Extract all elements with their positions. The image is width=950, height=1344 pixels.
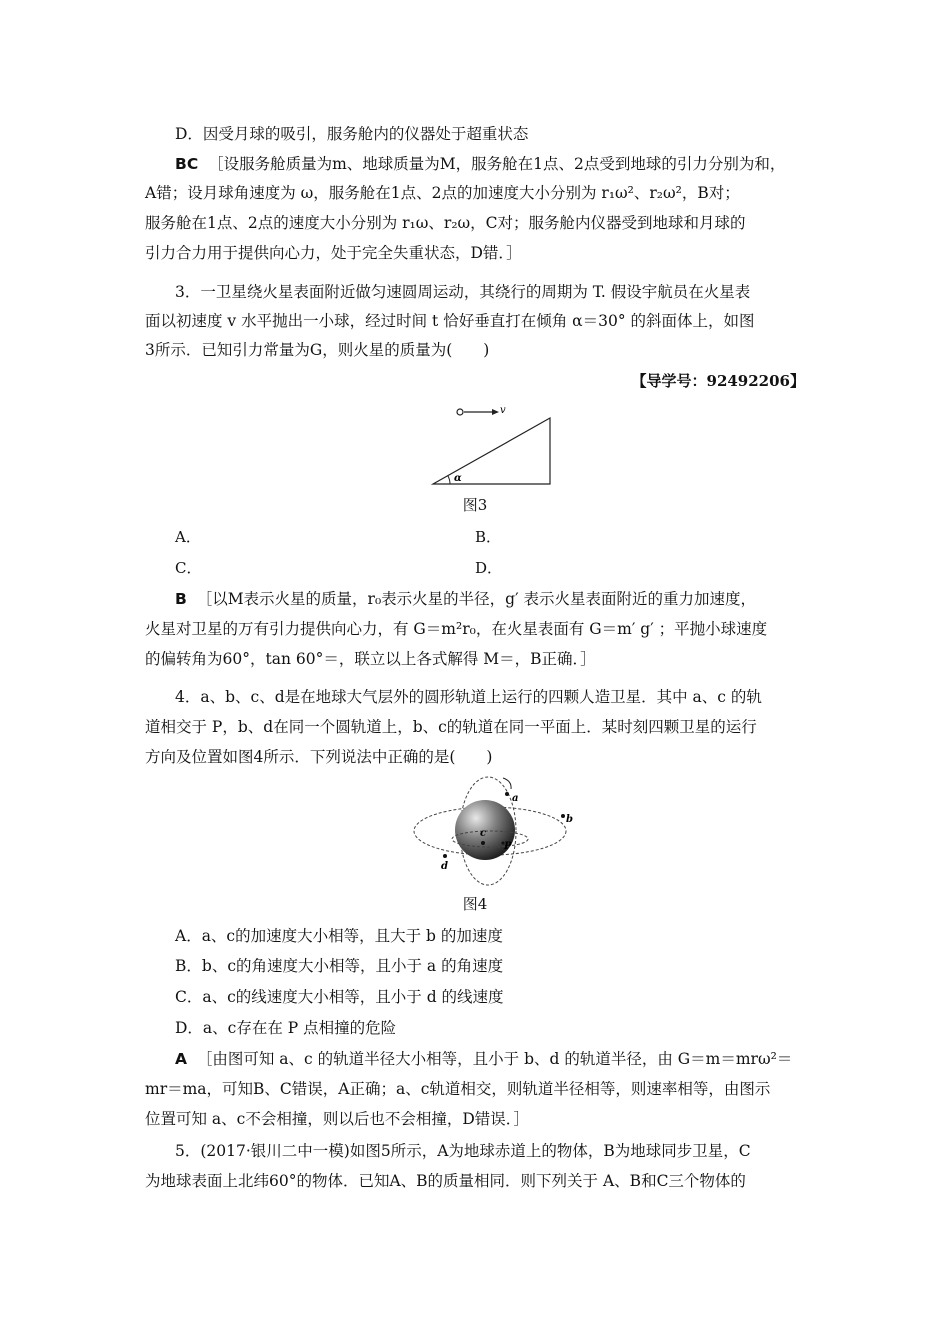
q4-answer-line-1 xyxy=(175,1049,792,1069)
ball-icon xyxy=(457,409,463,415)
q3-option-b: B． xyxy=(475,528,502,546)
fig3-label-v: v xyxy=(500,405,506,416)
q2-answer-line-3: 服务舱在1点、2点的速度大小分别为 r₁ω、r₂ω，C对；服务舱内仪器受到地球和月球的 xyxy=(145,214,746,232)
incline-triangle xyxy=(433,418,550,484)
figure-4-satellites xyxy=(410,773,580,888)
figure-3-caption: 图3 xyxy=(462,496,488,514)
q3-stem-line-3: 3所示．已知引力常量为G，则火星的质量为( ) xyxy=(145,341,490,359)
q3-option-c: C． xyxy=(175,559,202,577)
q3-answer-line-1 xyxy=(175,589,756,609)
q2-answer-label: BC xyxy=(175,155,199,173)
figure-4-caption: 图4 xyxy=(462,895,488,913)
q3-stem-line-1: 3．一卫星绕火星表面附近做匀速圆周运动，其绕行的周期为 T. 假设宇航员在火星表 xyxy=(175,283,751,301)
fig4-label-p: P xyxy=(504,841,512,852)
q4-option-a: A．a、c的加速度大小相等，且大于 b 的加速度 xyxy=(175,927,503,945)
q4-answer-label: A xyxy=(175,1050,187,1068)
q2-answer-line-4: 引力合力用于提供向心力，处于完全失重状态，D错．］ xyxy=(145,244,522,262)
q2-answer-line-2: A错；设月球角速度为 ω，服务舱在1点、2点的加速度大小分别为 r₁ω²、r₂ω²，B对； xyxy=(145,184,740,202)
q4-answer-text-1: ［由图可知 a、c 的轨道半径大小相等，且小于 b、d 的轨道半径，由 G＝m＝mrω²＝ xyxy=(196,1050,793,1068)
fig4-label-c: c xyxy=(480,828,487,839)
satellite-d xyxy=(443,854,447,858)
q5-stem-line-2: 为地球表面上北纬60°的物体．已知A、B的质量相同．则下列关于 A、B和C三个物体的 xyxy=(145,1172,746,1190)
fig4-label-d: d xyxy=(441,861,448,872)
satellite-b xyxy=(561,814,565,818)
figure-3-incline xyxy=(420,398,560,490)
q4-stem-line-3: 方向及位置如图4所示．下列说法中正确的是( ) xyxy=(145,748,493,766)
q3-answer-line-3: 的偏转角为60°，tan 60°＝，联立以上各式解得 M＝，B正确．］ xyxy=(145,650,596,668)
q4-option-d: D．a、c存在在 P 点相撞的危险 xyxy=(175,1019,397,1037)
q3-answer-line-2: 火星对卫星的万有引力提供向心力，有 G＝m²r₀，在火星表面有 G＝m′ g′ ；平抛小球速度 xyxy=(145,620,768,638)
fig3-label-alpha: α xyxy=(454,473,462,484)
q4-answer-line-2: mr＝ma，可知B、C错误，A正确；a、c轨道相交，则轨道半径相等，则速率相等，由图示 xyxy=(145,1080,771,1098)
satellite-c xyxy=(481,841,485,845)
fig4-label-a: a xyxy=(512,793,519,804)
q4-option-c: C．a、c的线速度大小相等，且小于 d 的线速度 xyxy=(175,988,504,1006)
angle-arc xyxy=(448,476,450,484)
q2-option-d: D．因受月球的吸引，服务舱内的仪器处于超重状态 xyxy=(175,125,529,143)
q2-answer-line-1 xyxy=(175,154,785,174)
satellite-a xyxy=(505,792,509,796)
fig4-label-b: b xyxy=(566,814,573,825)
q3-option-d: D． xyxy=(475,559,503,577)
q3-answer-label: B xyxy=(175,590,187,608)
q3-answer-text-1: ［以M表示火星的质量，r₀表示火星的半径，g′ 表示火星表面附近的重力加速度， xyxy=(196,590,757,608)
q4-stem-line-1: 4．a、b、c、d是在地球大气层外的圆形轨道上运行的四颗人造卫星．其中 a、c 的轨 xyxy=(175,688,762,706)
q4-answer-line-3: 位置可知 a、c不会相撞，则以后也不会相撞，D错误．］ xyxy=(145,1110,530,1128)
guide-number: 【导学号：92492206】 xyxy=(631,372,805,390)
arrow-head-icon xyxy=(492,409,499,415)
q4-stem-line-2: 道相交于 P，b、d在同一个圆轨道上，b、c的轨道在同一平面上．某时刻四颗卫星的运行 xyxy=(145,718,757,736)
q3-stem-line-2: 面以初速度 v 水平抛出一小球，经过时间 t 恰好垂直打在倾角 α＝30° 的斜面体上，如图 xyxy=(145,312,755,330)
q5-stem-line-1: 5．(2017·银川二中一模)如图5所示，A为地球赤道上的物体，B为地球同步卫星，C xyxy=(175,1142,751,1160)
q3-option-a: A． xyxy=(175,528,201,546)
q4-option-b: B．b、c的角速度大小相等，且小于 a 的角速度 xyxy=(175,957,504,975)
q2-answer-text-1: ［设服务舱质量为m、地球质量为M，服务舱在1点、2点受到地球的引力分别为和， xyxy=(208,155,786,173)
